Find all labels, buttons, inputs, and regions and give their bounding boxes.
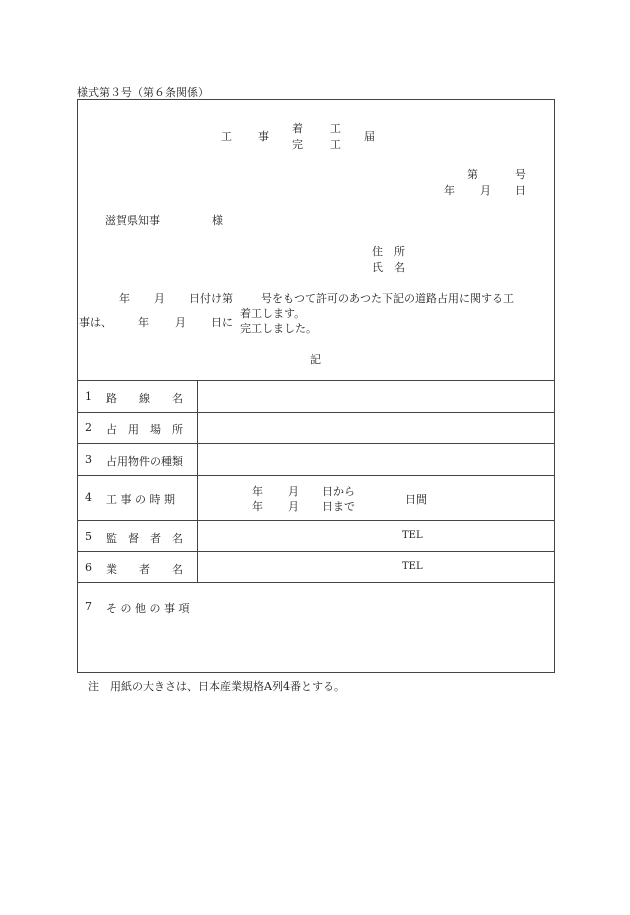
period-to-day: 日まで xyxy=(322,500,355,513)
row-number: 7 xyxy=(85,600,92,613)
doc-number-dai: 第 xyxy=(467,168,478,181)
row-label-supervisor: 監 督 者 名 xyxy=(106,532,183,545)
supervisor-tel-label: TEL xyxy=(402,530,423,541)
ki-heading: 記 xyxy=(310,353,321,366)
row-number: 4 xyxy=(85,491,92,504)
title-option-kou-1: 工 xyxy=(330,122,341,135)
table-divider xyxy=(77,582,555,583)
title-option-chaku: 着 xyxy=(292,122,303,135)
title-kou: 工 xyxy=(221,130,232,143)
addressee-name: 滋賀県知事 xyxy=(105,214,160,227)
footnote: 注 用紙の大きさは、日本産業規格A列4番とする。 xyxy=(88,680,345,693)
row-label-other-matters: そ の 他 の 事 項 xyxy=(106,602,190,615)
row-number: 5 xyxy=(85,530,92,543)
title-option-kou-2: 工 xyxy=(330,138,341,151)
body-month-1: 月 xyxy=(154,292,165,305)
title-todoke: 届 xyxy=(364,130,375,143)
row-label-work-period: 工 事 の 時 期 xyxy=(106,493,175,506)
doc-number-go: 号 xyxy=(515,168,526,181)
form-number: 様式第３号（第６条関係） xyxy=(77,86,209,99)
body-option-kankou: 完工しました。 xyxy=(240,322,317,335)
body-day-dai: 日付け第 xyxy=(189,292,233,305)
applicant-address-label: 住 所 xyxy=(372,245,405,258)
date-month: 月 xyxy=(480,184,491,197)
period-from-month: 月 xyxy=(288,485,299,498)
body-year-1: 年 xyxy=(119,292,130,305)
table-divider xyxy=(77,475,555,476)
table-divider xyxy=(77,551,555,552)
row-label-object-type: 占用物件の種類 xyxy=(106,455,183,468)
date-year: 年 xyxy=(444,184,455,197)
row-label-route-name: 路 線 名 xyxy=(106,392,183,405)
row-number: 1 xyxy=(85,390,92,403)
period-to-month: 月 xyxy=(288,500,299,513)
row-number: 2 xyxy=(85,421,92,434)
table-divider xyxy=(77,520,555,521)
date-day: 日 xyxy=(515,184,526,197)
body-line2-prefix: 事は、 xyxy=(79,316,112,329)
table-divider xyxy=(77,412,555,413)
period-to-year: 年 xyxy=(252,500,263,513)
body-day-2: 日に xyxy=(211,316,233,329)
period-from-day: 日から xyxy=(322,485,355,498)
period-duration: 日間 xyxy=(405,493,427,506)
addressee-sama: 様 xyxy=(212,214,223,227)
row-number: 3 xyxy=(85,453,92,466)
title-option-kan: 完 xyxy=(292,138,303,151)
body-option-chakkou: 着工します。 xyxy=(240,307,306,320)
body-year-2: 年 xyxy=(138,316,149,329)
table-divider xyxy=(77,443,555,444)
body-month-2: 月 xyxy=(175,316,186,329)
body-line1-text: 号をもつて許可のあつた下記の道路占用に関する工 xyxy=(261,292,514,305)
applicant-name-label: 氏 名 xyxy=(372,261,405,274)
title-ji: 事 xyxy=(258,130,269,143)
table-column-divider xyxy=(197,380,198,582)
row-label-occupancy-place: 占 用 場 所 xyxy=(106,423,183,436)
contractor-tel-label: TEL xyxy=(402,561,423,572)
row-label-contractor: 業 者 名 xyxy=(106,563,183,576)
period-from-year: 年 xyxy=(252,485,263,498)
row-number: 6 xyxy=(85,561,92,574)
table-divider xyxy=(77,380,555,381)
